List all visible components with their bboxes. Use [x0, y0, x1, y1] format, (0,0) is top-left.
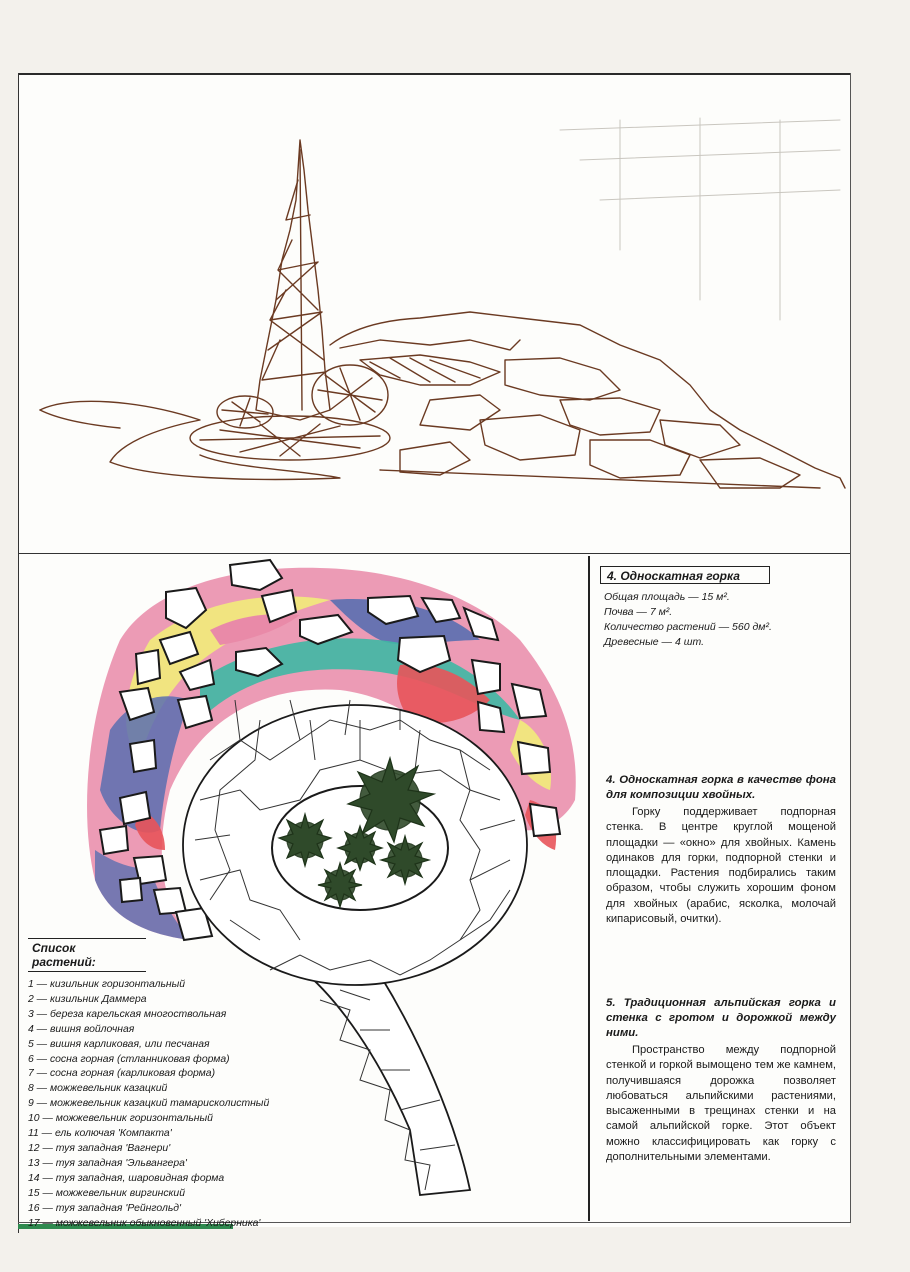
- plant-list-item: 1 — кизильник горизонтальный: [28, 979, 186, 990]
- plant-list-item: 2 — кизильник Даммера: [28, 993, 147, 1005]
- article-5: [606, 996, 836, 1165]
- plant-list-item: 5 — вишня карликовая, или песчаная: [28, 1038, 210, 1050]
- plant-list-item: 7 — сосна горная (карликовая форма): [28, 1068, 216, 1080]
- plant-list: [28, 938, 318, 1231]
- article-4-body: Горку поддерживает подпорная стенка. В центре круглой мощеной площадки — «окно» для хвойных. Камень одинаков для горки, подпорной стенки и площадки. Растения подбирались таким образом, чтобы служить хорошим фоном для хвойных (арабис, ясколка, молочай кипарисовый, очитки).: [606, 806, 836, 926]
- article-5-heading: 5. Традиционная альпийская горка и стенка с гротом и дорожкой между ними.: [606, 997, 836, 1039]
- article-4-heading: 4. Односкатная горка в качестве фона для композиции хвойных.: [606, 774, 836, 801]
- plant-list-item: 16 — туя западная 'Рейнгольд': [28, 1202, 182, 1214]
- plant-list-title: Список растений:: [28, 938, 146, 972]
- plant-list-item: 3 — береза карельская многоствольная: [28, 1008, 227, 1020]
- plant-list-item: 6 — сосна горная (стланниковая форма): [28, 1053, 230, 1065]
- stat-plants: Количество растений — 560 дм².: [604, 621, 772, 633]
- plant-list-item: 4 — вишня войлочная: [28, 1023, 135, 1035]
- stat-trees: Древесные — 4 шт.: [604, 636, 704, 648]
- plant-list-item: 15 — можжевельник виргинский: [28, 1187, 185, 1199]
- plant-list-item: 13 — туя западная 'Эльвангера': [28, 1157, 187, 1169]
- plant-list-item: 14 — туя западная, шаровидная форма: [28, 1172, 225, 1184]
- plant-list-item: 17 — можжевельник обыкновенный 'Хиберника': [28, 1217, 261, 1229]
- section-caption: 4. Односкатная горка: [600, 566, 770, 584]
- stat-soil: Почва — 7 м².: [604, 606, 673, 618]
- plant-list-item: 12 — туя западная 'Вагнери': [28, 1142, 171, 1154]
- section-stats: [604, 590, 839, 650]
- plant-list-item: 9 — можжевельник казацкий тамарисколистный: [28, 1098, 270, 1110]
- rock-garden-sketch: [0, 0, 910, 560]
- plant-list-item: 8 — можжевельник казацкий: [28, 1083, 168, 1095]
- plant-list-item: 11 — ель колючая 'Компакта': [28, 1128, 172, 1140]
- plant-list-item: 10 — можжевельник горизонтальный: [28, 1113, 213, 1125]
- stat-total-area: Общая площадь — 15 м².: [604, 591, 730, 603]
- article-5-body: Пространство между подпорной стенкой и горкой вымощено тем же камнем, получившаяся дорожка позволяет любоваться альпийскими растениями, высаженными в трещинах стенки и на самой альпийской горке. Этот объект можно классифицировать как горку с дополнительными элементами.: [606, 1044, 836, 1164]
- article-4: [606, 773, 836, 927]
